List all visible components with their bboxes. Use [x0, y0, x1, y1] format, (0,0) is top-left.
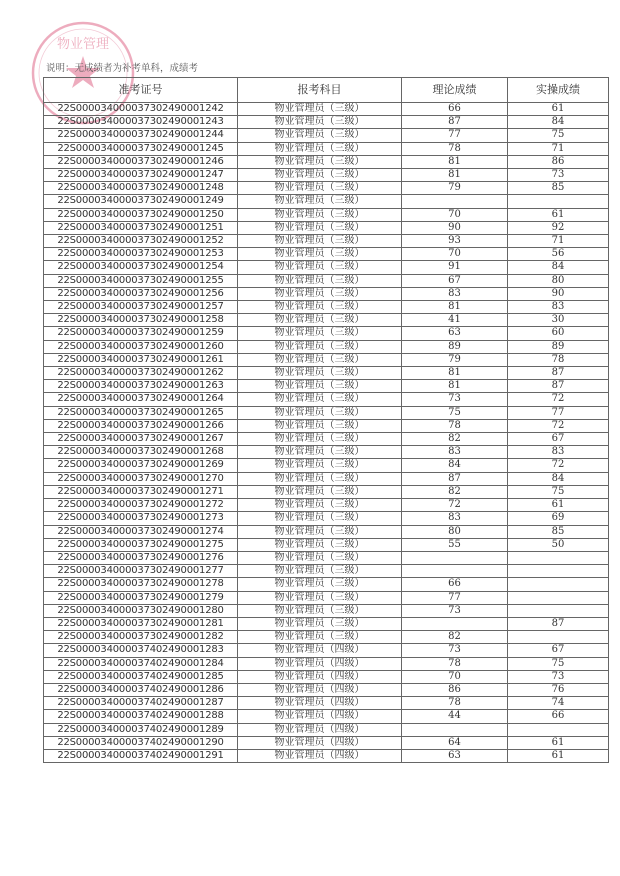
practice-score-cell: 56 — [508, 248, 609, 261]
subject-cell: 物业管理员（三级） — [238, 419, 402, 432]
theory-score-cell — [402, 551, 508, 564]
subject-cell: 物业管理员（三级） — [238, 499, 402, 512]
theory-score-cell: 81 — [402, 380, 508, 393]
theory-score-cell: 82 — [402, 485, 508, 498]
exam-id-cell: 22S000034000037302490001274 — [44, 525, 238, 538]
table-row — [44, 723, 609, 736]
theory-score-cell — [402, 565, 508, 578]
theory-score-cell: 77 — [402, 591, 508, 604]
practice-score-cell — [508, 551, 609, 564]
exam-id-cell: 22S000034000037302490001278 — [44, 578, 238, 591]
exam-id-cell: 22S000034000037302490001247 — [44, 169, 238, 182]
subject-cell: 物业管理员（四级） — [238, 657, 402, 670]
exam-id-cell: 22S000034000037402490001289 — [44, 723, 238, 736]
subject-cell: 物业管理员（三级） — [238, 591, 402, 604]
table-row — [44, 485, 609, 498]
theory-score-cell: 44 — [402, 710, 508, 723]
practice-score-cell: 72 — [508, 419, 609, 432]
exam-id-cell: 22S000034000037302490001246 — [44, 155, 238, 168]
practice-score-cell: 78 — [508, 353, 609, 366]
table-row — [44, 459, 609, 472]
subject-cell: 物业管理员（三级） — [238, 116, 402, 129]
table-row — [44, 340, 609, 353]
subject-cell: 物业管理员（三级） — [238, 578, 402, 591]
exam-id-cell: 22S000034000037302490001264 — [44, 393, 238, 406]
exam-id-cell: 22S000034000037402490001288 — [44, 710, 238, 723]
practice-score-cell: 83 — [508, 301, 609, 314]
theory-score-cell: 41 — [402, 314, 508, 327]
practice-score-cell: 67 — [508, 644, 609, 657]
column-header-theory-score: 理论成绩 — [402, 78, 508, 103]
subject-cell: 物业管理员（四级） — [238, 683, 402, 696]
theory-score-cell: 86 — [402, 683, 508, 696]
theory-score-cell: 90 — [402, 221, 508, 234]
theory-score-cell: 81 — [402, 367, 508, 380]
exam-id-cell: 22S000034000037302490001251 — [44, 221, 238, 234]
table-row — [44, 261, 609, 274]
table-row — [44, 353, 609, 366]
table-row — [44, 393, 609, 406]
table-row — [44, 380, 609, 393]
subject-cell: 物业管理员（三级） — [238, 103, 402, 116]
practice-score-cell: 61 — [508, 103, 609, 116]
theory-score-cell — [402, 195, 508, 208]
practice-score-cell: 77 — [508, 406, 609, 419]
exam-id-cell: 22S000034000037302490001271 — [44, 485, 238, 498]
exam-id-cell: 22S000034000037302490001244 — [44, 129, 238, 142]
theory-score-cell: 67 — [402, 274, 508, 287]
theory-score-cell: 80 — [402, 525, 508, 538]
practice-score-cell: 69 — [508, 512, 609, 525]
subject-cell: 物业管理员（三级） — [238, 235, 402, 248]
subject-cell: 物业管理员（三级） — [238, 327, 402, 340]
theory-score-cell: 70 — [402, 208, 508, 221]
practice-score-cell: 84 — [508, 261, 609, 274]
subject-cell: 物业管理员（三级） — [238, 538, 402, 551]
column-header-exam-id: 准考证号 — [44, 78, 238, 103]
table-row — [44, 433, 609, 446]
practice-score-cell: 89 — [508, 340, 609, 353]
subject-cell: 物业管理员（三级） — [238, 340, 402, 353]
exam-id-cell: 22S000034000037402490001290 — [44, 736, 238, 749]
exam-id-cell: 22S000034000037302490001250 — [44, 208, 238, 221]
theory-score-cell: 66 — [402, 103, 508, 116]
theory-score-cell: 83 — [402, 287, 508, 300]
practice-score-cell: 72 — [508, 459, 609, 472]
subject-cell: 物业管理员（三级） — [238, 459, 402, 472]
subject-cell: 物业管理员（四级） — [238, 749, 402, 762]
subject-cell: 物业管理员（三级） — [238, 393, 402, 406]
table-row — [44, 274, 609, 287]
theory-score-cell: 79 — [402, 182, 508, 195]
table-row — [44, 367, 609, 380]
exam-id-cell: 22S000034000037302490001270 — [44, 472, 238, 485]
subject-cell: 物业管理员（三级） — [238, 155, 402, 168]
practice-score-cell: 75 — [508, 657, 609, 670]
exam-id-cell: 22S000034000037302490001243 — [44, 116, 238, 129]
table-row — [44, 538, 609, 551]
practice-score-cell: 87 — [508, 380, 609, 393]
theory-score-cell — [402, 617, 508, 630]
subject-cell: 物业管理员（四级） — [238, 736, 402, 749]
table-row — [44, 155, 609, 168]
theory-score-cell: 70 — [402, 248, 508, 261]
table-row — [44, 169, 609, 182]
subject-cell: 物业管理员（三级） — [238, 221, 402, 234]
subject-cell: 物业管理员（三级） — [238, 314, 402, 327]
exam-id-cell: 22S000034000037402490001284 — [44, 657, 238, 670]
table-row — [44, 736, 609, 749]
table-row — [44, 512, 609, 525]
table-row — [44, 142, 609, 155]
exam-id-cell: 22S000034000037302490001273 — [44, 512, 238, 525]
exam-id-cell: 22S000034000037302490001268 — [44, 446, 238, 459]
practice-score-cell — [508, 723, 609, 736]
exam-id-cell: 22S000034000037302490001259 — [44, 327, 238, 340]
table-row — [44, 604, 609, 617]
theory-score-cell: 72 — [402, 499, 508, 512]
practice-score-cell: 85 — [508, 182, 609, 195]
theory-score-cell: 78 — [402, 142, 508, 155]
theory-score-cell: 91 — [402, 261, 508, 274]
subject-cell: 物业管理员（三级） — [238, 182, 402, 195]
exam-id-cell: 22S000034000037402490001287 — [44, 697, 238, 710]
theory-score-cell: 70 — [402, 670, 508, 683]
practice-score-cell: 73 — [508, 169, 609, 182]
table-row — [44, 129, 609, 142]
subject-cell: 物业管理员（三级） — [238, 287, 402, 300]
table-row — [44, 631, 609, 644]
exam-id-cell: 22S000034000037302490001248 — [44, 182, 238, 195]
practice-score-cell: 71 — [508, 142, 609, 155]
practice-score-cell — [508, 565, 609, 578]
practice-score-cell: 66 — [508, 710, 609, 723]
practice-score-cell: 83 — [508, 446, 609, 459]
theory-score-cell: 78 — [402, 419, 508, 432]
subject-cell: 物业管理员（三级） — [238, 380, 402, 393]
theory-score-cell: 82 — [402, 433, 508, 446]
exam-id-cell: 22S000034000037302490001257 — [44, 301, 238, 314]
subject-cell: 物业管理员（三级） — [238, 129, 402, 142]
table-row — [44, 248, 609, 261]
subject-cell: 物业管理员（四级） — [238, 697, 402, 710]
exam-id-cell: 22S000034000037302490001269 — [44, 459, 238, 472]
exam-id-cell: 22S000034000037302490001281 — [44, 617, 238, 630]
theory-score-cell: 73 — [402, 393, 508, 406]
score-table — [43, 77, 609, 763]
theory-score-cell: 81 — [402, 155, 508, 168]
subject-cell: 物业管理员（三级） — [238, 551, 402, 564]
exam-id-cell: 22S000034000037302490001260 — [44, 340, 238, 353]
table-row — [44, 301, 609, 314]
table-row — [44, 617, 609, 630]
practice-score-cell: 61 — [508, 749, 609, 762]
exam-id-cell: 22S000034000037402490001283 — [44, 644, 238, 657]
theory-score-cell: 87 — [402, 472, 508, 485]
subject-cell: 物业管理员（三级） — [238, 195, 402, 208]
exam-id-cell: 22S000034000037402490001285 — [44, 670, 238, 683]
theory-score-cell: 63 — [402, 749, 508, 762]
theory-score-cell: 82 — [402, 631, 508, 644]
theory-score-cell: 78 — [402, 657, 508, 670]
practice-score-cell: 87 — [508, 367, 609, 380]
theory-score-cell: 93 — [402, 235, 508, 248]
subject-cell: 物业管理员（三级） — [238, 485, 402, 498]
subject-cell: 物业管理员（四级） — [238, 644, 402, 657]
table-row — [44, 419, 609, 432]
exam-id-cell: 22S000034000037302490001279 — [44, 591, 238, 604]
practice-score-cell: 67 — [508, 433, 609, 446]
table-row — [44, 657, 609, 670]
document-note: 说明：无成绩者为补考单科，成绩考 — [46, 63, 199, 74]
exam-id-cell: 22S000034000037302490001277 — [44, 565, 238, 578]
table-row — [44, 116, 609, 129]
table-row — [44, 472, 609, 485]
table-row — [44, 551, 609, 564]
exam-id-cell: 22S000034000037302490001262 — [44, 367, 238, 380]
subject-cell: 物业管理员（三级） — [238, 301, 402, 314]
theory-score-cell: 55 — [402, 538, 508, 551]
exam-id-cell: 22S000034000037402490001286 — [44, 683, 238, 696]
practice-score-cell: 90 — [508, 287, 609, 300]
exam-id-cell: 22S000034000037302490001276 — [44, 551, 238, 564]
table-row — [44, 525, 609, 538]
exam-id-cell: 22S000034000037302490001280 — [44, 604, 238, 617]
practice-score-cell: 76 — [508, 683, 609, 696]
subject-cell: 物业管理员（三级） — [238, 604, 402, 617]
practice-score-cell: 84 — [508, 116, 609, 129]
exam-id-cell: 22S000034000037302490001254 — [44, 261, 238, 274]
exam-id-cell: 22S000034000037302490001263 — [44, 380, 238, 393]
practice-score-cell — [508, 578, 609, 591]
practice-score-cell: 30 — [508, 314, 609, 327]
theory-score-cell — [402, 723, 508, 736]
subject-cell: 物业管理员（三级） — [238, 169, 402, 182]
table-row — [44, 749, 609, 762]
practice-score-cell: 61 — [508, 736, 609, 749]
theory-score-cell: 73 — [402, 644, 508, 657]
practice-score-cell: 61 — [508, 208, 609, 221]
column-header-subject: 报考科目 — [238, 78, 402, 103]
subject-cell: 物业管理员（四级） — [238, 723, 402, 736]
exam-id-cell: 22S000034000037302490001261 — [44, 353, 238, 366]
practice-score-cell: 60 — [508, 327, 609, 340]
practice-score-cell: 80 — [508, 274, 609, 287]
theory-score-cell: 66 — [402, 578, 508, 591]
exam-id-cell: 22S000034000037302490001245 — [44, 142, 238, 155]
practice-score-cell: 84 — [508, 472, 609, 485]
table-row — [44, 406, 609, 419]
theory-score-cell: 89 — [402, 340, 508, 353]
exam-id-cell: 22S000034000037302490001272 — [44, 499, 238, 512]
practice-score-cell: 61 — [508, 499, 609, 512]
subject-cell: 物业管理员（三级） — [238, 472, 402, 485]
exam-id-cell: 22S000034000037302490001258 — [44, 314, 238, 327]
exam-id-cell: 22S000034000037302490001252 — [44, 235, 238, 248]
subject-cell: 物业管理员（四级） — [238, 670, 402, 683]
table-row — [44, 287, 609, 300]
exam-id-cell: 22S000034000037302490001275 — [44, 538, 238, 551]
practice-score-cell — [508, 631, 609, 644]
subject-cell: 物业管理员（三级） — [238, 353, 402, 366]
table-row — [44, 499, 609, 512]
exam-id-cell: 22S000034000037302490001266 — [44, 419, 238, 432]
table-row — [44, 591, 609, 604]
practice-score-cell: 75 — [508, 129, 609, 142]
theory-score-cell: 78 — [402, 697, 508, 710]
table-row — [44, 697, 609, 710]
practice-score-cell: 72 — [508, 393, 609, 406]
subject-cell: 物业管理员（三级） — [238, 617, 402, 630]
theory-score-cell: 84 — [402, 459, 508, 472]
exam-id-cell: 22S000034000037302490001253 — [44, 248, 238, 261]
practice-score-cell: 74 — [508, 697, 609, 710]
theory-score-cell: 81 — [402, 301, 508, 314]
table-row — [44, 235, 609, 248]
exam-id-cell: 22S000034000037302490001282 — [44, 631, 238, 644]
theory-score-cell: 81 — [402, 169, 508, 182]
table-row — [44, 195, 609, 208]
table-row — [44, 670, 609, 683]
theory-score-cell: 75 — [402, 406, 508, 419]
subject-cell: 物业管理员（三级） — [238, 433, 402, 446]
table-header-row — [44, 78, 609, 103]
subject-cell: 物业管理员（三级） — [238, 631, 402, 644]
svg-text:物业管理: 物业管理 — [56, 37, 110, 52]
subject-cell: 物业管理员（三级） — [238, 512, 402, 525]
exam-id-cell: 22S000034000037402490001291 — [44, 749, 238, 762]
exam-id-cell: 22S000034000037302490001265 — [44, 406, 238, 419]
theory-score-cell: 83 — [402, 446, 508, 459]
exam-id-cell: 22S000034000037302490001267 — [44, 433, 238, 446]
subject-cell: 物业管理员（三级） — [238, 208, 402, 221]
subject-cell: 物业管理员（三级） — [238, 367, 402, 380]
table-row — [44, 314, 609, 327]
table-row — [44, 565, 609, 578]
exam-id-cell: 22S000034000037302490001256 — [44, 287, 238, 300]
table-row — [44, 446, 609, 459]
theory-score-cell: 79 — [402, 353, 508, 366]
practice-score-cell — [508, 195, 609, 208]
practice-score-cell: 86 — [508, 155, 609, 168]
exam-id-cell: 22S000034000037302490001249 — [44, 195, 238, 208]
table-row — [44, 683, 609, 696]
subject-cell: 物业管理员（三级） — [238, 525, 402, 538]
table-row — [44, 103, 609, 116]
theory-score-cell: 63 — [402, 327, 508, 340]
practice-score-cell: 87 — [508, 617, 609, 630]
subject-cell: 物业管理员（三级） — [238, 274, 402, 287]
practice-score-cell: 73 — [508, 670, 609, 683]
theory-score-cell: 77 — [402, 129, 508, 142]
subject-cell: 物业管理员（三级） — [238, 406, 402, 419]
practice-score-cell — [508, 591, 609, 604]
table-row — [44, 182, 609, 195]
practice-score-cell: 75 — [508, 485, 609, 498]
subject-cell: 物业管理员（三级） — [238, 261, 402, 274]
subject-cell: 物业管理员（三级） — [238, 565, 402, 578]
practice-score-cell: 92 — [508, 221, 609, 234]
theory-score-cell: 64 — [402, 736, 508, 749]
table-row — [44, 221, 609, 234]
subject-cell: 物业管理员（三级） — [238, 446, 402, 459]
subject-cell: 物业管理员（三级） — [238, 142, 402, 155]
exam-id-cell: 22S000034000037302490001255 — [44, 274, 238, 287]
practice-score-cell: 50 — [508, 538, 609, 551]
practice-score-cell: 85 — [508, 525, 609, 538]
subject-cell: 物业管理员（三级） — [238, 248, 402, 261]
table-row — [44, 644, 609, 657]
theory-score-cell: 83 — [402, 512, 508, 525]
subject-cell: 物业管理员（四级） — [238, 710, 402, 723]
table-row — [44, 578, 609, 591]
theory-score-cell: 87 — [402, 116, 508, 129]
theory-score-cell: 73 — [402, 604, 508, 617]
table-row — [44, 710, 609, 723]
table-row — [44, 208, 609, 221]
practice-score-cell: 71 — [508, 235, 609, 248]
exam-id-cell: 22S000034000037302490001242 — [44, 103, 238, 116]
practice-score-cell — [508, 604, 609, 617]
table-row — [44, 327, 609, 340]
column-header-practice-score: 实操成绩 — [508, 78, 609, 103]
